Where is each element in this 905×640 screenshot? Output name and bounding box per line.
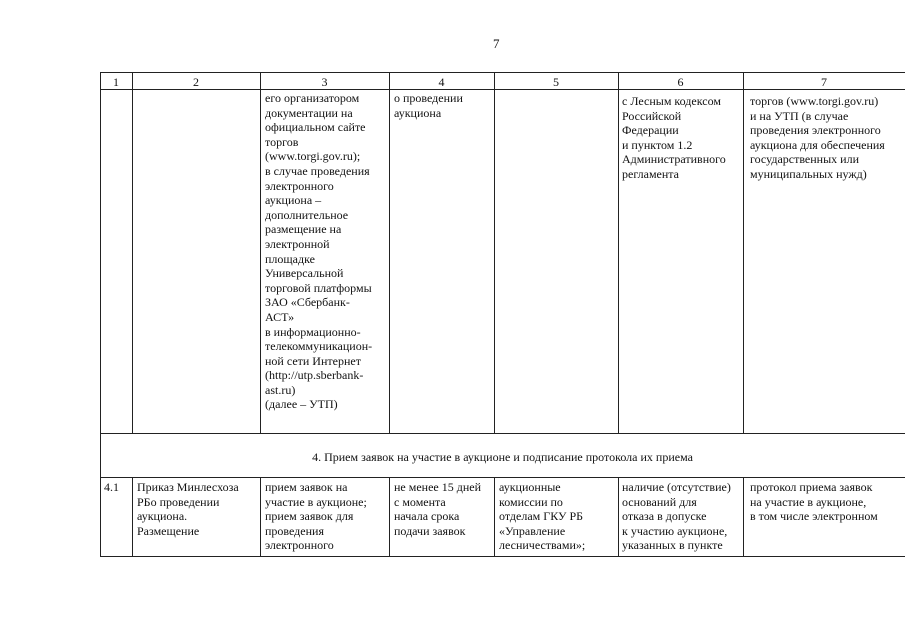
header-col-4: 4 — [438, 75, 445, 89]
cont-col-3: его организатором документации на официальном сайте торгов (www.torgi.gov.ru); в случае проведения электронного аукциона – дополнительное размещение на электронной площадке Универсальной торговой платформы ЗАО «Сбербанк- АСТ» в информационно- телекоммуникацион- ной сети Интернет (http://utp.sberbank- ast.ru) (далее – УТП) — [265, 91, 373, 412]
row41-col-6: наличие (отсутствие) оснований для отказа в допуске к участию аукционе, указанных в пункте — [622, 480, 731, 553]
header-col-3: 3 — [321, 75, 328, 89]
col-border-2-3-41 — [260, 477, 261, 557]
section-title: 4. Прием заявок на участие в аукционе и подписание протокола их приема — [312, 450, 693, 464]
row41-col-7: протокол приема заявок на участие в аукционе, в том числе электронном — [750, 480, 878, 524]
cont-col-4: о проведении аукциона — [394, 91, 463, 120]
cont-col-6: с Лесным кодексом Российской Федерации и пунктом 1.2 Административного регламента — [622, 94, 726, 181]
header-col-2: 2 — [193, 75, 199, 89]
col-border-6-7 — [743, 72, 744, 434]
table-top-border — [100, 72, 905, 73]
row41-col-3: прием заявок на участие в аукционе; прием заявок для проведения электронного — [265, 480, 367, 553]
cont-col-7: торгов (www.torgi.gov.ru) и на УТП (в случае проведения электронного аукциона для обеспечения государственных или муниципальных нужд) — [750, 94, 885, 181]
row41-col-1: 4.1 — [104, 480, 119, 494]
header-col-7: 7 — [821, 75, 827, 89]
row41-col-5: аукционные комиссии по отделам ГКУ РБ «Управление лесничествами»; — [499, 480, 586, 553]
col-border-1-2 — [132, 72, 133, 434]
header-col-1: 1 — [113, 75, 119, 89]
col-border-1-2-41 — [132, 477, 133, 557]
col-border-3-4 — [389, 72, 390, 434]
col-border-left — [100, 72, 101, 434]
header-bottom-border — [100, 89, 905, 90]
col-border-3-4-41 — [389, 477, 390, 557]
col-border-5-6-41 — [618, 477, 619, 557]
table-bottom-border — [100, 556, 905, 557]
col-border-4-5 — [494, 72, 495, 434]
page-number: 7 — [493, 36, 500, 51]
row41-col-4: не менее 15 дней с момента начала срока подачи заявок — [394, 480, 482, 538]
section-bottom-border — [100, 477, 905, 478]
col-border-2-3 — [260, 72, 261, 434]
row-bottom-border — [100, 433, 905, 434]
row41-col-2: Приказ Минлесхоза РБо проведении аукциона. Размещение — [137, 480, 239, 538]
col-border-left-41 — [100, 477, 101, 557]
col-border-4-5-41 — [494, 477, 495, 557]
header-col-6: 6 — [677, 75, 684, 89]
col-border-6-7-41 — [743, 477, 744, 557]
header-col-5: 5 — [553, 75, 559, 89]
col-border-5-6 — [618, 72, 619, 434]
